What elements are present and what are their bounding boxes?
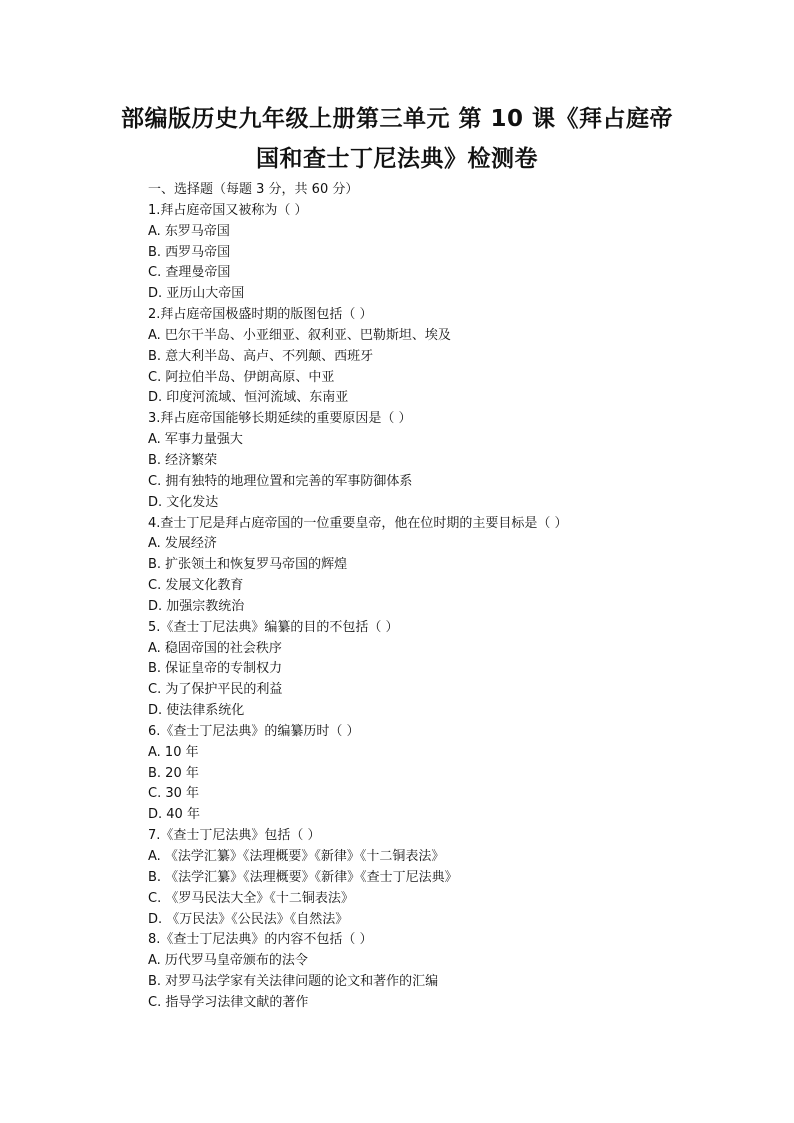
question-list — [148, 180, 708, 1014]
question-3-stem: 3.拜占庭帝国能够长期延续的重要原因是（ ） — [148, 411, 412, 427]
question-5-option-b: B. 保证皇帝的专制权力 — [148, 661, 283, 677]
question-4-option-a: A. 发展经济 — [148, 536, 217, 552]
question-7-option-d: D. 《万民法》《公民法》《自然法》 — [148, 911, 349, 927]
question-8-option-c: C. 指导学习法律文献的著作 — [148, 994, 309, 1010]
question-8-option-b: B. 对罗马法学家有关法律问题的论文和著作的汇编 — [148, 974, 439, 990]
question-3-option-b: B. 经济繁荣 — [148, 452, 218, 468]
question-6-stem: 6.《查士丁尼法典》的编纂历时（ ） — [148, 723, 360, 739]
question-8-option-a: A. 历代罗马皇帝颁布的法令 — [148, 953, 308, 969]
question-3-option-a: A. 军事力量强大 — [148, 432, 243, 448]
question-2-stem: 2.拜占庭帝国极盛时期的版图包括（ ） — [148, 307, 373, 323]
question-1-option-c: C. 查理曼帝国 — [148, 265, 231, 281]
question-6-option-b: B. 20 年 — [148, 765, 199, 781]
question-1-option-d: D. 亚历山大帝国 — [148, 286, 245, 302]
page-title-line-1: 部编版历史九年级上册第三单元 第 10 课《拜占庭帝 — [120, 106, 674, 132]
question-6-option-a: A. 10 年 — [148, 744, 199, 760]
question-5-stem: 5.《查士丁尼法典》编纂的目的不包括（ ） — [148, 619, 399, 635]
question-5-option-c: C. 为了保护平民的利益 — [148, 682, 283, 698]
question-3-option-d: D. 文化发达 — [148, 494, 219, 510]
question-1-option-a: A. 东罗马帝国 — [148, 223, 230, 239]
question-4-option-b: B. 扩张领土和恢复罗马帝国的辉煌 — [148, 557, 348, 573]
question-8-stem: 8.《查士丁尼法典》的内容不包括（ ） — [148, 932, 373, 948]
question-2-option-b: B. 意大利半岛、高卢、不列颠、西班牙 — [148, 348, 374, 364]
question-2-option-c: C. 阿拉伯半岛、伊朗高原、中亚 — [148, 369, 335, 385]
question-7-option-a: A. 《法学汇纂》《法理概要》《新律》《十二铜表法》 — [148, 849, 445, 864]
question-7-stem: 7.《查士丁尼法典》包括（ ） — [148, 828, 321, 844]
question-2-option-d: D. 印度河流域、恒河流域、东南亚 — [148, 390, 349, 406]
question-5-option-d: D. 使法律系统化 — [148, 703, 245, 719]
question-4-option-d: D. 加强宗教统治 — [148, 598, 245, 614]
section-heading: 一、选择题（每题 3 分，共 60 分） — [148, 182, 359, 197]
question-2-option-a: A. 巴尔干半岛、小亚细亚、叙利亚、巴勒斯坦、埃及 — [148, 327, 451, 343]
question-1-option-b: B. 西罗马帝国 — [148, 244, 231, 260]
question-4-stem: 4.查士丁尼是拜占庭帝国的一位重要皇帝，他在位时期的主要目标是（ ） — [148, 515, 568, 531]
question-6-option-c: C. 30 年 — [148, 786, 200, 802]
page-title-line-2: 国和查士丁尼法典》检测卷 — [256, 146, 538, 172]
question-7-option-c: C. 《罗马民法大全》《十二铜表法》 — [148, 890, 354, 906]
question-1-stem: 1.拜占庭帝国又被称为（ ） — [148, 202, 308, 218]
question-4-option-c: C. 发展文化教育 — [148, 578, 244, 594]
question-6-option-d: D. 40 年 — [148, 807, 200, 823]
question-3-option-c: C. 拥有独特的地理位置和完善的军事防御体系 — [148, 473, 413, 489]
question-7-option-b: B. 《法学汇纂》《法理概要》《新律》《查士丁尼法典》 — [148, 869, 458, 885]
question-5-option-a: A. 稳固帝国的社会秩序 — [148, 640, 282, 656]
